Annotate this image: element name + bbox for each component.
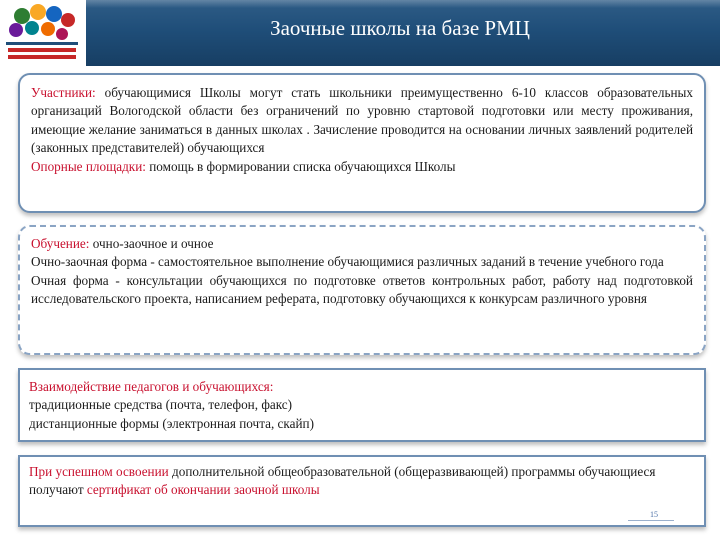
participants-paragraph (31, 84, 693, 158)
participants-box (18, 73, 706, 213)
page-title: Заочные школы на базе РМЦ (270, 16, 530, 40)
interaction-box (18, 368, 706, 442)
participants-text: обучающимися Школы могут стать школьники преимущественно 6-10 классов образовательных организаций Вологодской области без ограничений по уровню стартовой подготовки или месту проживания, имеющие желание заниматься в данных школах . Зачисление проводится на основании личных заявлений родителей (законных представителей) обучающихся (31, 85, 693, 156)
sites-paragraph (31, 158, 693, 176)
part-time-form-text: Очно-заочная форма - самостоятельное выполнение обучающимися различных заданий в течение учебного года (31, 254, 664, 270)
training-paragraph (31, 235, 693, 253)
page-number: 15 (650, 510, 658, 519)
distance-forms-text: дистанционные формы (электронная почта, скайп) (29, 415, 314, 431)
participants-label: Участники: (31, 85, 96, 100)
interaction-heading: Взаимодействие педагогов и обучающихся: (29, 379, 274, 394)
header-shine (0, 0, 720, 8)
organization-logo (0, 0, 86, 66)
program-text: дополнительной общеобразовательной (общеразвивающей) программы обучающиеся получают (29, 464, 656, 498)
page-number-rule (628, 520, 674, 521)
training-text: очно-заочное и очное (89, 236, 214, 251)
success-lead: При успешном освоении (29, 464, 169, 479)
certificate-text: сертификат об окончании заочной школы (86, 482, 320, 498)
training-label: Обучение: (31, 236, 90, 251)
sites-label: Опорные площадки: (31, 158, 146, 174)
certificate-box (18, 455, 706, 527)
organization-logo-icon (2, 2, 84, 64)
full-time-form-text: Очная форма - консультации обучающихся по подготовке ответов контрольных работ, работу над подготовкой исследовательского проекта, написанием реферата, подготовку обучающихся к конкурсам различного уровня (31, 272, 693, 307)
training-box (18, 225, 706, 355)
traditional-means-text: традиционные средства (почта, телефон, факс) (29, 397, 293, 413)
certificate-paragraph (29, 463, 695, 500)
header-bar (0, 0, 720, 66)
sites-text: помощь в формировании списка обучающихся Школы (145, 158, 456, 174)
